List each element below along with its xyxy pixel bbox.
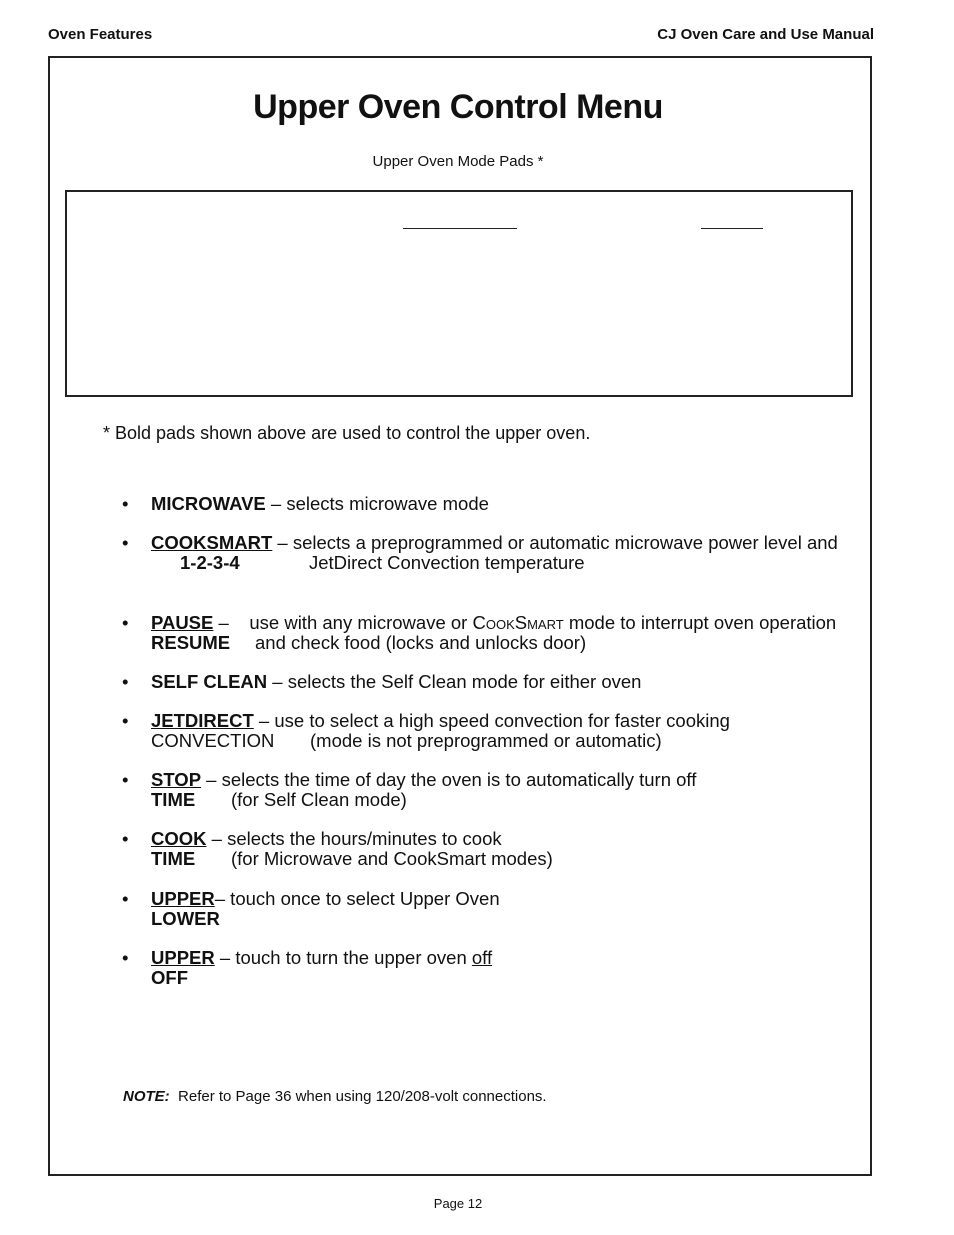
pad-sublabel: TIME <box>151 789 196 810</box>
pad-sublabel: LOWER <box>151 908 220 929</box>
pad-label: JETDIRECT <box>151 710 254 731</box>
bullet: • <box>122 671 129 692</box>
item-description: – selects microwave mode <box>265 493 489 514</box>
item-line <box>151 948 492 968</box>
item-line <box>151 613 836 633</box>
item-description: – selects the Self Clean mode for either oven <box>267 671 642 692</box>
header-manual-title: CJ Oven Care and Use Manual <box>657 26 874 43</box>
bullet: • <box>122 769 129 790</box>
item-subdescription: JetDirect Convection temperature <box>309 552 585 573</box>
item-description: – touch once to select Upper Oven <box>214 888 500 909</box>
page-title: Upper Oven Control Menu <box>253 88 663 126</box>
item-subdescription: (mode is not preprogrammed or automatic) <box>310 730 662 751</box>
bullet: • <box>122 828 129 849</box>
bullet: • <box>122 947 129 968</box>
item-description: – use to select a high speed convection for faster cooking <box>253 710 730 731</box>
pad-label: UPPER <box>151 947 215 968</box>
pad-label: COOKSMART <box>151 532 273 553</box>
item-line <box>151 672 641 692</box>
bullet: • <box>122 888 129 909</box>
pad-sublabel: CONVECTION <box>151 730 275 751</box>
pad-sublabel: 1-2-3-4 <box>180 552 240 573</box>
item-description-underlined: off <box>471 947 493 968</box>
item-description: mode to interrupt oven operation <box>563 612 837 633</box>
item-subdescription: (for Self Clean mode) <box>231 789 407 810</box>
item-line <box>151 533 838 553</box>
item-description: – use with any microwave or <box>213 612 473 633</box>
item-line <box>151 829 502 849</box>
note-label: NOTE: <box>123 1088 170 1105</box>
item-description: – selects the hours/minutes to cook <box>206 828 502 849</box>
item-description: – touch to turn the upper oven <box>214 947 472 968</box>
panel-rule <box>403 228 517 229</box>
note <box>123 1088 547 1105</box>
item-line <box>151 770 696 790</box>
pad-sublabel: OFF <box>151 967 188 988</box>
item-description-smallcaps: CookSmart <box>472 612 564 633</box>
note-text: Refer to Page 36 when using 120/208-volt connections. <box>178 1088 547 1105</box>
pad-label: STOP <box>151 769 202 790</box>
pad-label: PAUSE <box>151 612 214 633</box>
pad-label: MICROWAVE <box>151 493 266 514</box>
page-number: Page 12 <box>433 1196 483 1211</box>
item-line <box>151 494 489 514</box>
item-line <box>151 711 730 731</box>
panel-rule <box>701 228 763 229</box>
item-subdescription: and check food (locks and unlocks door) <box>255 632 587 653</box>
bullet: • <box>122 493 129 514</box>
footnote: * Bold pads shown above are used to control the upper oven. <box>103 423 591 443</box>
bullet: • <box>122 532 129 553</box>
bullet: • <box>122 612 129 633</box>
item-subdescription: (for Microwave and CookSmart modes) <box>231 848 553 869</box>
pad-sublabel: RESUME <box>151 632 231 653</box>
item-line <box>151 889 500 909</box>
pad-label: COOK <box>151 828 207 849</box>
header-section-title: Oven Features <box>48 26 153 43</box>
bullet: • <box>122 710 129 731</box>
mode-pads-panel <box>65 190 853 397</box>
item-description: – selects a preprogrammed or automatic microwave power level and <box>272 532 838 553</box>
panel-caption: Upper Oven Mode Pads * <box>372 153 544 170</box>
pad-label: SELF CLEAN <box>151 671 268 692</box>
pad-label: UPPER <box>151 888 215 909</box>
pad-sublabel: TIME <box>151 848 196 869</box>
item-description: – selects the time of day the oven is to automatically turn off <box>201 769 697 790</box>
